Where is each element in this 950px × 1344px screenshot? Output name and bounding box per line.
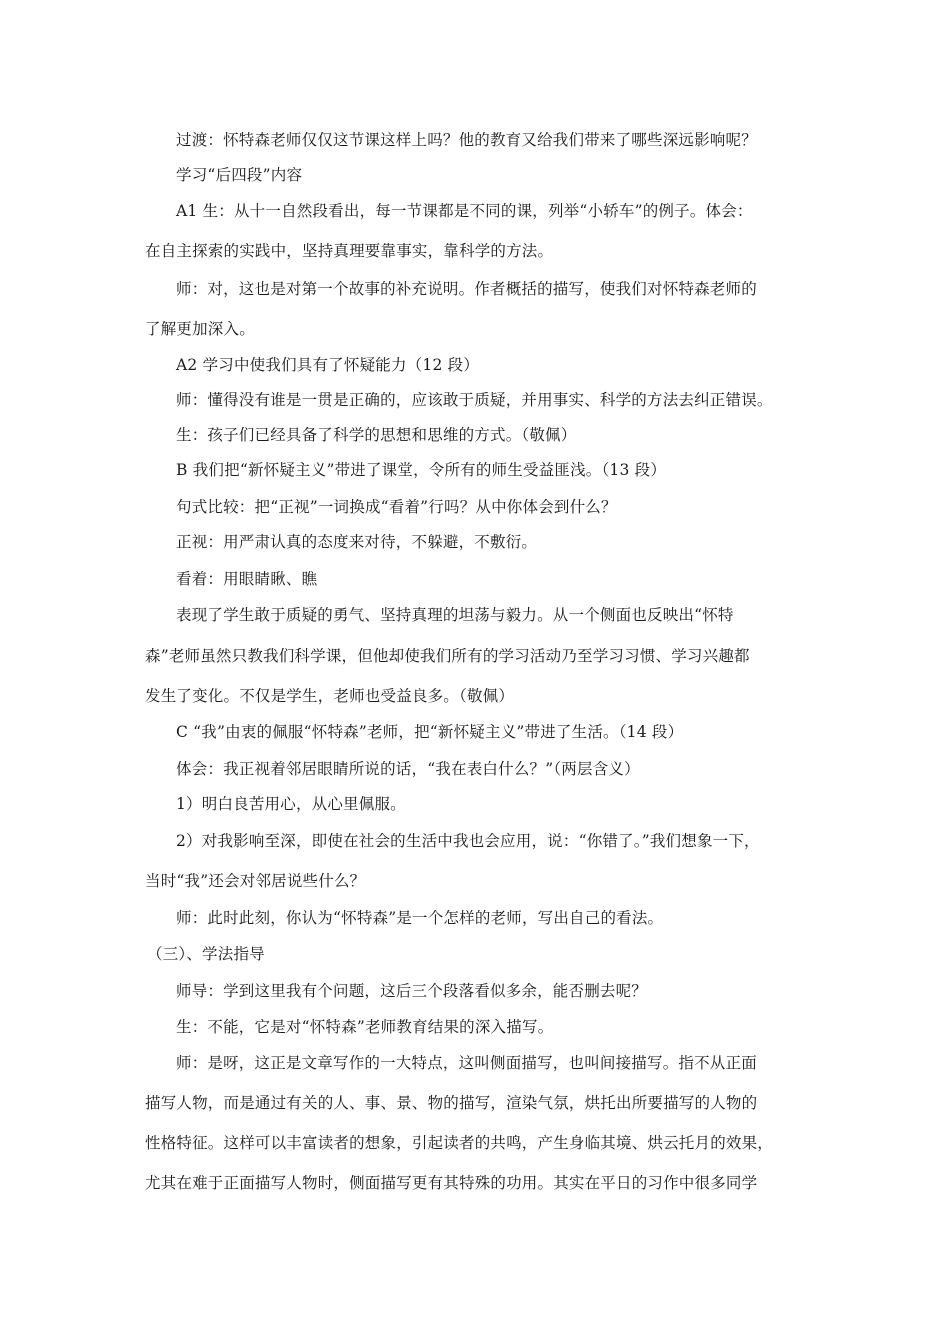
section-heading-method: （三）、学法指导 <box>147 945 265 963</box>
paragraph-student-answer: 生：不能，它是对“怀特森”老师教育结果的深入描写。 <box>176 1018 554 1036</box>
paragraph-sentence-compare: 句式比较：把“正视”一词换成“看着”行吗？从中你体会到什么？ <box>176 498 617 516</box>
paragraph-kanzhe: 看着：用眼睛瞅、瞧 <box>176 570 318 588</box>
paragraph-teacher-line1: 师：对，这也是对第一个故事的补充说明。作者概括的描写，使我们对怀特森老师的 <box>176 280 757 298</box>
paragraph-tihui: 体会：我正视着邻居眼睛所说的话，“我在表白什么？”（两层含义） <box>176 760 640 778</box>
paragraph-teacher-doubt: 师：懂得没有谁是一贯是正确的，应该敢于质疑，并用事实、科学的方法去纠正错误。 <box>176 391 773 409</box>
paragraph-a2: A2 学习中使我们具有了怀疑能力（12 段） <box>176 356 480 374</box>
paragraph-teacher-line2: 了解更加深入。 <box>145 320 255 338</box>
paragraph-side-desc-line1: 师：是呀，这正是文章写作的一大特点，这叫侧面描写，也叫间接描写。指不从正面 <box>176 1054 757 1072</box>
paragraph-b: B 我们把“新怀疑主义”带进了课堂，令所有的师生受益匪浅。（13 段） <box>176 461 667 479</box>
list-item-1: 1）明白良苦用心，从心里佩服。 <box>176 795 406 813</box>
paragraph-courage-line2: 森”老师虽然只教我们科学课，但他却使我们所有的学习活动乃至学习习惯、学习兴趣都 <box>145 647 750 665</box>
paragraph-side-desc-line2: 描写人物，而是通过有关的人、事、景、物的描写，渲染气氛，烘托出所要描写的人物的 <box>145 1094 758 1112</box>
paragraph-student-science: 生：孩子们已经具备了科学的思想和思维的方式。（敬佩） <box>176 426 577 444</box>
paragraph-teacher-opinion: 师：此时此刻，你认为“怀特森”是一个怎样的老师，写出自己的看法。 <box>176 909 664 927</box>
paragraph-a1-line1: A1 生：从十一自然段看出，每一节课都是不同的课，列举“小轿车”的例子。体会： <box>176 202 753 220</box>
paragraph-courage-line1: 表现了学生敢于质疑的勇气、坚持真理的坦荡与毅力。从一个侧面也反映出“怀特 <box>176 606 734 624</box>
paragraph-c: C “我”由衷的佩服“怀特森”老师，把“新怀疑主义”带进了生活。（14 段） <box>176 723 684 741</box>
list-item-2-line1: 2）对我影响至深，即使在社会的生活中我也会应用，说：“你错了。”我们想象一下， <box>176 832 760 850</box>
paragraph-transition: 过渡：怀特森老师仅仅这节课这样上吗？他的教育又给我们带来了哪些深远影响呢？ <box>176 131 757 149</box>
paragraph-teacher-question: 师导：学到这里我有个问题，这后三个段落看似多余，能否删去呢？ <box>176 982 648 1000</box>
paragraph-heading-last-four: 学习“后四段”内容 <box>176 166 303 184</box>
list-item-2-line2: 当时“我”还会对邻居说些什么？ <box>145 872 366 890</box>
paragraph-side-desc-line3: 性格特征。这样可以丰富读者的想象，引起读者的共鸣，产生身临其境、烘云托月的效果， <box>145 1134 774 1152</box>
paragraph-courage-line3: 发生了变化。不仅是学生，老师也受益良多。（敬佩） <box>145 687 515 705</box>
paragraph-a1-line2: 在自主探索的实践中，坚持真理要靠事实，靠科学的方法。 <box>145 242 554 260</box>
paragraph-zhengshi: 正视：用严肃认真的态度来对待，不躲避，不敷衍。 <box>176 533 538 551</box>
paragraph-side-desc-line4: 尤其在难于正面描写人物时，侧面描写更有其特殊的功用。其实在平日的习作中很多同学 <box>145 1174 758 1192</box>
